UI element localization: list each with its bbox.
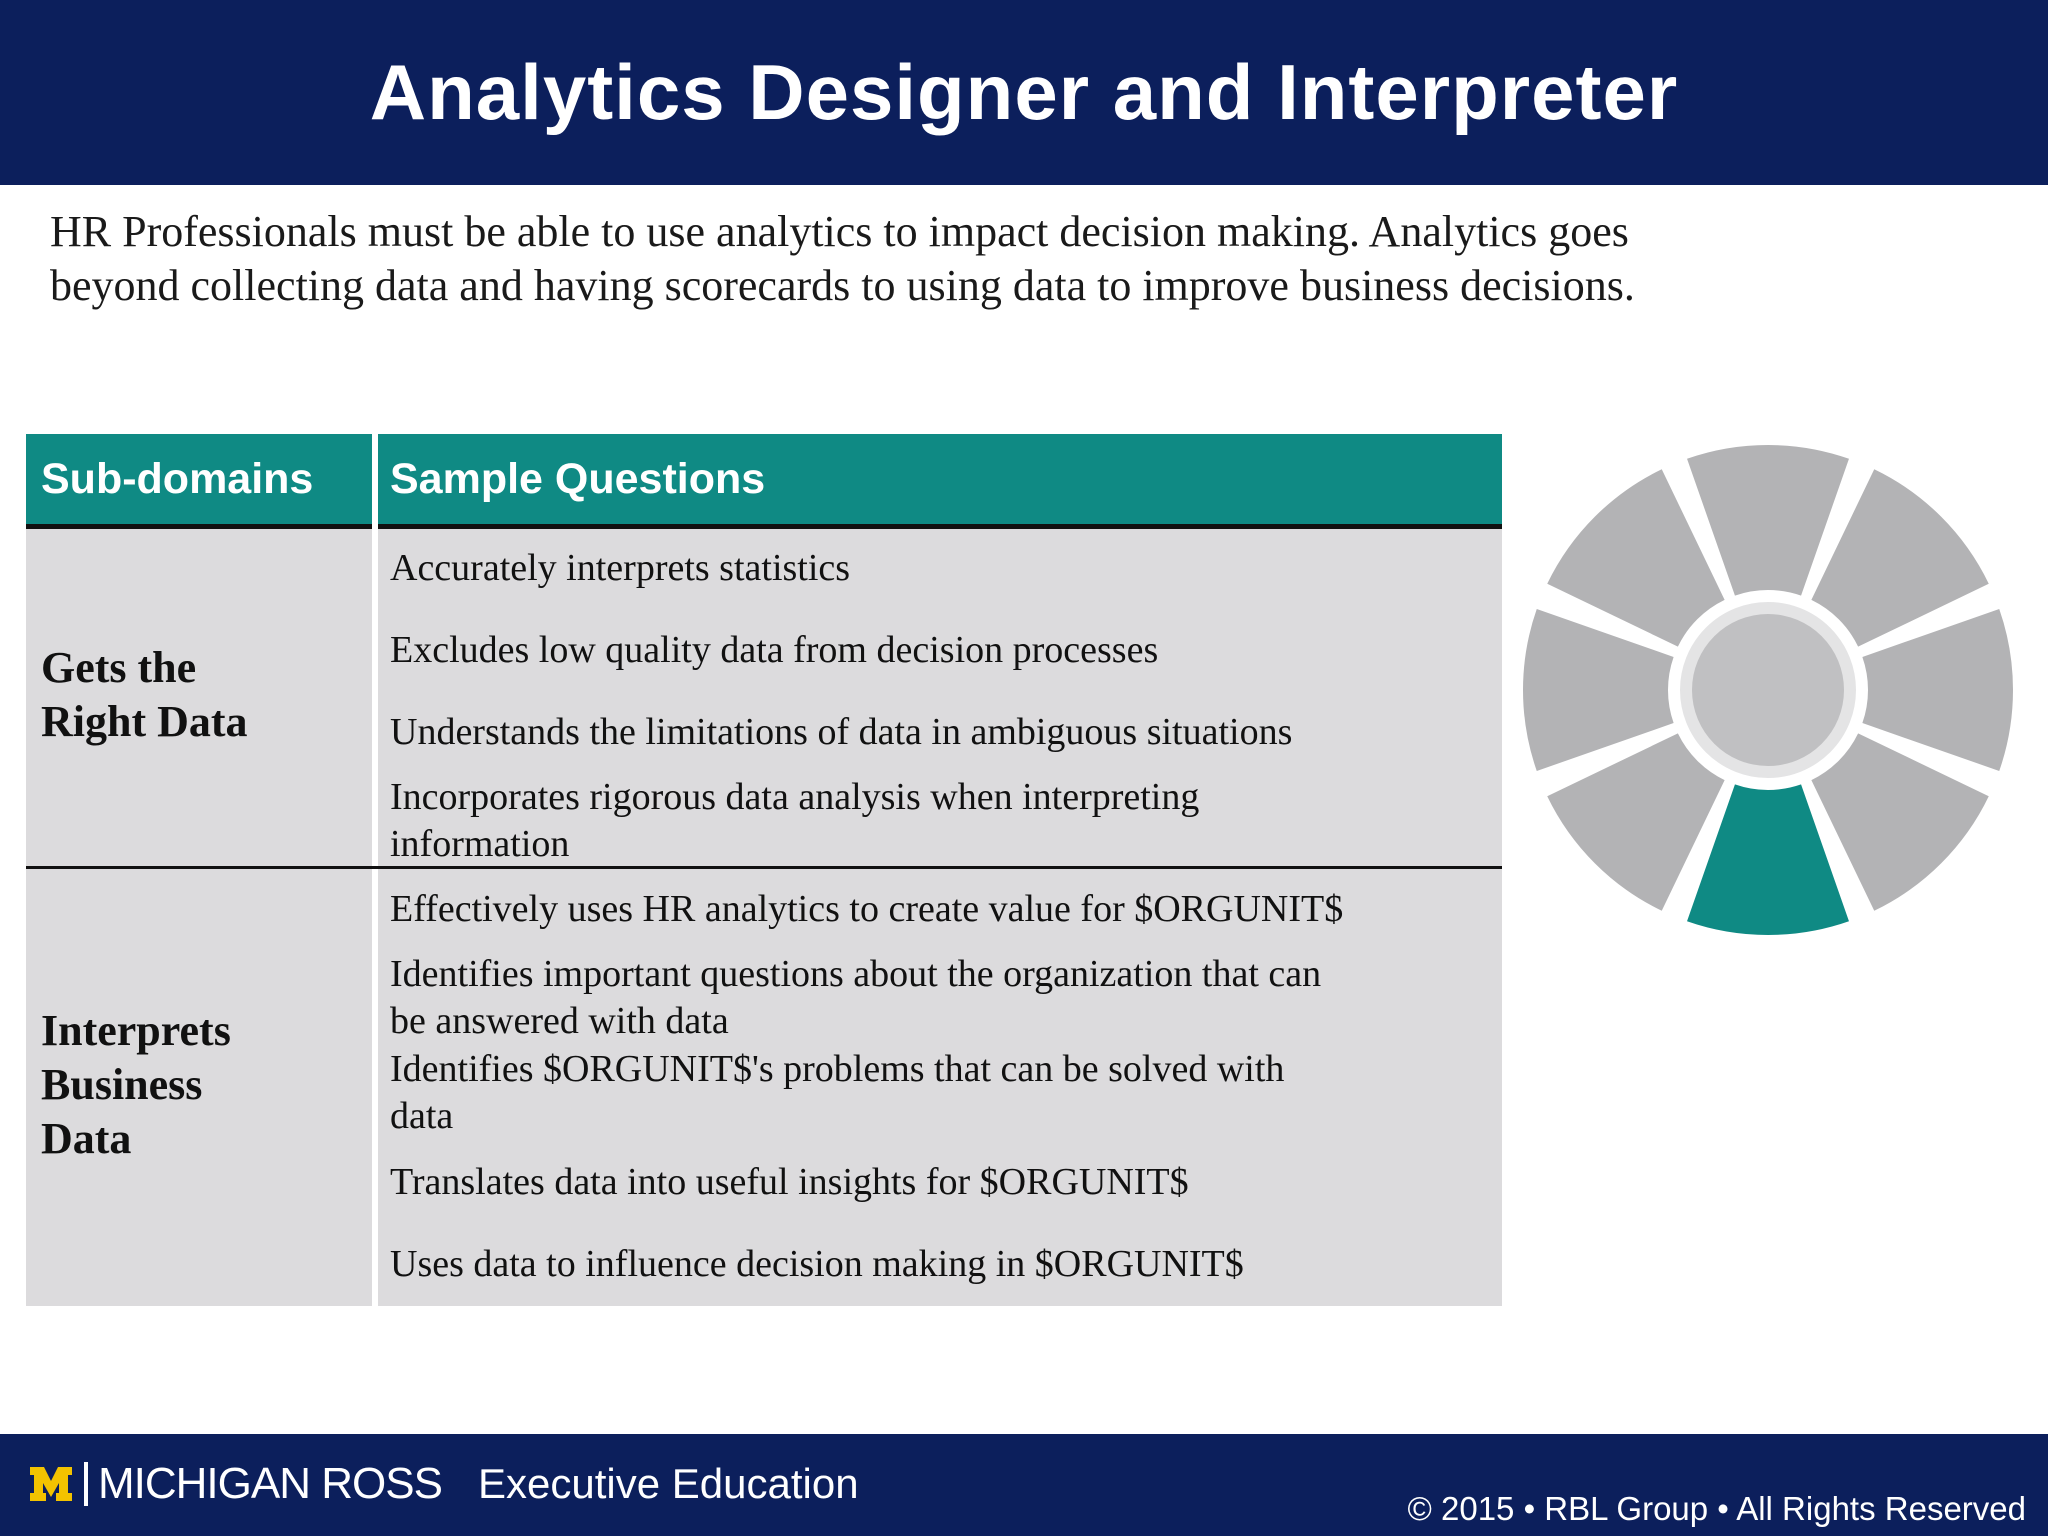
question-item [390,951,1490,1045]
wheel-segment [1811,733,1988,910]
subdomain-line: Data [41,1114,132,1163]
question-item [390,886,1490,933]
title-bar [0,0,2048,185]
footer-bar [0,1434,2048,1536]
competency-wheel-graphic [1518,440,2018,940]
question-item [390,709,1490,756]
question-line: Excludes low quality data from decision processes [390,629,1159,671]
logo-divider [84,1462,88,1506]
intro-paragraph [50,205,1950,313]
subdomain-line: Gets the [41,643,197,692]
subdomain-interprets-business-data [41,1004,361,1166]
question-line: information [390,823,570,865]
wheel-segment [1811,469,1988,646]
question-item [390,1046,1490,1140]
question-line: Accurately interprets statistics [390,547,851,589]
slide-title: Analytics Designer and Interpreter [369,48,1679,136]
subdomain-line: Business [41,1060,203,1109]
copyright-notice: © 2015 • RBL Group • All Rights Reserved [1407,1490,2026,1527]
subdomain-gets-right-data [41,641,361,749]
subdomain-line: Interprets [41,1006,231,1055]
michigan-ross-logo [28,1454,442,1514]
question-line: Identifies important questions about the organization that can [390,953,1322,995]
question-line: be answered with data [390,1000,729,1042]
col-header-subdomains: Sub-domains [41,454,314,503]
question-line: data [390,1095,454,1137]
question-item [390,627,1490,674]
question-line: Effectively uses HR analytics to create value for $ORGUNIT$ [390,888,1344,930]
intro-line: beyond collecting data and having scorecards to using data to improve business decisions. [50,261,1635,310]
wheel-segment [1547,469,1724,646]
wheel-hub [1692,614,1844,766]
logo-wordmark: MICHIGAN ROSS [98,1459,442,1508]
question-line: Uses data to influence decision making in $ORGUNIT$ [390,1243,1244,1285]
question-item [390,545,1490,592]
question-line: Incorporates rigorous data analysis when interpreting [390,776,1200,818]
column-divider [372,434,378,1306]
wheel-segment [1547,733,1724,910]
subdomain-line: Right Data [41,697,248,746]
question-item [390,774,1490,868]
question-line: Translates data into useful insights for $ORGUNIT$ [390,1161,1189,1203]
subdomain-table [26,434,1502,1306]
question-item [390,1159,1490,1206]
question-item [390,1241,1490,1288]
question-line: Identifies $ORGUNIT$'s problems that can be solved with [390,1048,1285,1090]
block-m-icon [28,1461,74,1507]
table-header [26,434,1502,529]
col-header-sample-questions: Sample Questions [390,454,766,503]
intro-line: HR Professionals must be able to use analytics to impact decision making. Analytics goes [50,207,1629,256]
program-name: Executive Education [478,1460,859,1507]
question-line: Understands the limitations of data in ambiguous situations [390,711,1293,753]
